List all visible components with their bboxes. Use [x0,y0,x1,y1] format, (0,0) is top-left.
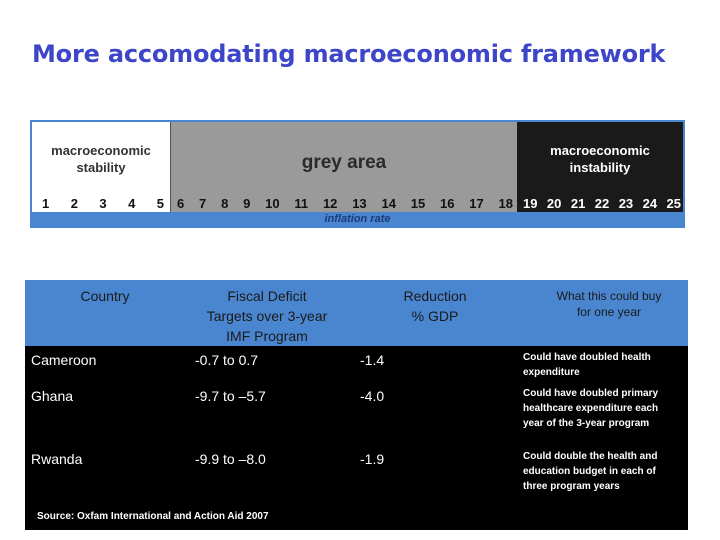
note-line: education budget in each of [523,466,656,477]
country-cell: Ghana [31,388,74,404]
inflation-axis-label: inflation rate [324,213,391,225]
grey-ticks [177,196,513,214]
header-reduction [365,286,505,326]
tick-label: 24 [642,196,658,211]
tick-label: 2 [70,196,78,211]
tick-label: 14 [381,196,396,211]
tick-label: 3 [99,196,107,211]
tick-label: 25 [666,196,681,211]
note-line: healthcare expenditure each [523,403,659,414]
instability-label-line: instability [569,160,631,175]
note-line: Could have doubled health [523,352,651,363]
header-what-it-could-buy [523,288,695,320]
tick-label: 17 [469,196,484,211]
country-cell: Cameroon [31,352,97,368]
target-cell: -0.7 to 0.7 [195,352,259,368]
tick-label: 9 [243,196,251,211]
instability-label-line: macroeconomic [550,143,650,158]
tick-label: 5 [156,196,164,211]
table-header-row [25,280,688,346]
tick-label: 15 [410,196,426,211]
reduction-cell: -1.9 [360,451,385,467]
fiscal-table [25,280,688,530]
header-line: for one year [576,305,642,319]
stability-zone [32,122,170,212]
target-cell: -9.9 to –8.0 [195,451,266,467]
header-fiscal-deficit [187,286,347,346]
tick-label: 20 [546,196,562,211]
tick-label: 16 [440,196,455,211]
tick-label: 18 [498,196,513,211]
instability-label [517,142,683,176]
country-cell: Rwanda [31,451,83,467]
tick-label: 13 [352,196,367,211]
tick-label: 7 [199,196,207,211]
header-line: Fiscal Deficit [227,288,307,304]
tick-label: 1 [42,196,50,211]
stability-label [32,142,170,176]
note-line: year of the 3-year program [523,418,650,429]
target-cell: -9.7 to –5.7 [195,388,266,404]
tick-label: 4 [128,196,136,211]
stability-ticks [42,196,164,214]
header-line: % GDP [411,308,459,324]
header-line: Targets over 3-year [206,308,328,324]
tick-label: 11 [294,196,309,211]
inflation-band [30,120,685,228]
tick-label: 22 [594,196,610,211]
tick-label: 21 [570,196,586,211]
tick-label: 12 [322,196,338,211]
tick-label: 19 [523,196,538,211]
reduction-cell: -1.4 [360,352,385,368]
note-cell [523,449,683,494]
header-country: Country [80,288,130,304]
header-line: What this could buy [556,289,662,303]
slide-title: More accomodating macroeconomic framework [32,40,666,68]
header-line: IMF Program [226,328,308,344]
note-line: expenditure [523,367,580,378]
instability-zone [517,122,683,212]
stability-label-line: stability [76,160,126,175]
tick-label: 23 [618,196,634,211]
tick-label: 6 [177,196,185,211]
tick-label: 10 [265,196,280,211]
grey-zone [170,122,518,212]
instability-ticks [523,196,681,214]
tick-label: 8 [221,196,229,211]
note-line: Could double the health and [523,451,658,462]
note-line: three program years [523,481,620,492]
note-cell [523,350,683,380]
note-line: Could have doubled primary [523,388,659,399]
reduction-cell: -4.0 [360,388,385,404]
grey-area-label: grey area [301,152,387,173]
stability-label-line: macroeconomic [51,143,151,158]
note-cell [523,386,683,431]
header-line: Reduction [403,288,467,304]
source-note: Source: Oxfam International and Action Aid 2007 [37,511,269,522]
